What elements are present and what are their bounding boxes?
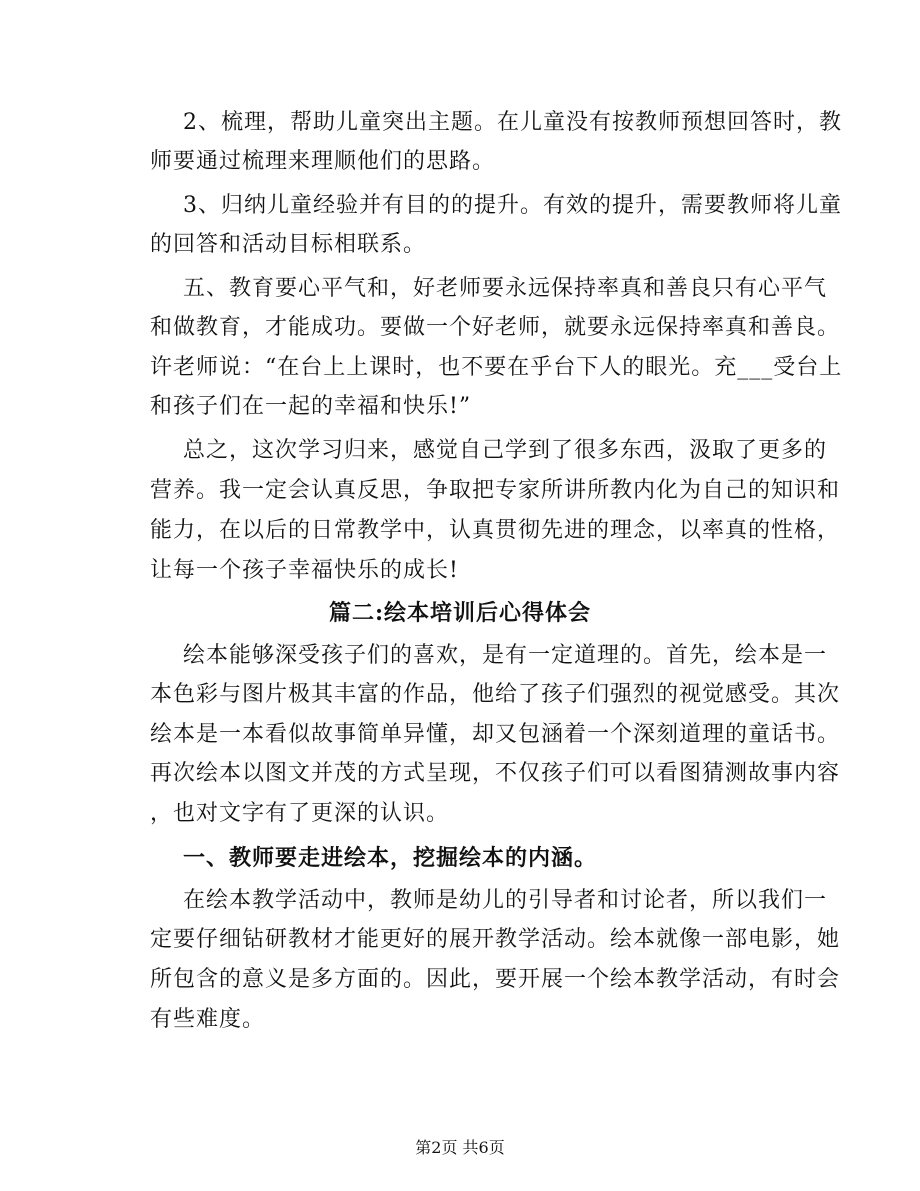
paragraph-line: 所包含的意义是多方面的。因此，要开展一个绘本教学活动，有时会 [150, 967, 841, 992]
paragraph-line: 让每一个孩子幸福快乐的成长! [150, 558, 459, 583]
paragraph-line: 能力，在以后的日常教学中，认真贯彻先进的理念，以率真的性格， [150, 518, 841, 543]
paragraph-line: 五、教育要心平气和，好老师要永远保持率真和善良只有心平气 [183, 276, 828, 301]
paragraph-line: 2、梳理，帮助儿童突出主题。在儿童没有按教师预想回答时，教 [183, 110, 842, 135]
paragraph-line: 绘本是一本看似故事简单异懂，却又包涵着一个深刻道理的童话书。 [150, 722, 841, 747]
paragraph-line: 和孩子们在一起的幸福和快乐!” [150, 394, 472, 419]
paragraph-line: 师要通过梳理来理顺他们的思路。 [150, 149, 496, 174]
paragraph-line: 在绘本教学活动中，教师是幼儿的引导者和讨论者，所以我们一 [183, 888, 828, 913]
section-heading: 篇二:绘本培训后心得体会 [328, 600, 592, 626]
paragraph-line: 营养。我一定会认真反思，争取把专家所讲所教内化为自己的知识和 [150, 478, 841, 503]
paragraph-line: 本色彩与图片极其丰富的作品，他给了孩子们强烈的视觉感受。其次 [150, 682, 841, 707]
paragraph-line: ，也对文字有了更深的认识。 [150, 801, 450, 826]
paragraph-line: 再次绘本以图文并茂的方式呈现，不仅孩子们可以看图猜测故事内容 [150, 761, 841, 786]
paragraph-line: 3、归纳儿童经验并有目的的提升。有效的提升，需要教师将儿童 [183, 193, 842, 218]
paragraph-line: 总之，这次学习归来，感觉自己学到了很多东西，汲取了更多的 [183, 438, 828, 463]
paragraph-line: 的回答和活动目标相联系。 [150, 232, 427, 257]
paragraph-line: 有些难度。 [150, 1007, 266, 1032]
paragraph-line: 定要仔细钻研教材才能更好的展开教学活动。绘本就像一部电影，她 [150, 927, 841, 952]
paragraph-line: 许老师说：“在台上上课时，也不要在乎台下人的眼光。充___受台上 [150, 355, 843, 380]
paragraph-line: 绘本能够深受孩子们的喜欢，是有一定道理的。首先，绘本是一 [183, 643, 828, 668]
page-number-footer: 第2页 共6页 [415, 1138, 505, 1157]
subsection-heading: 一、教师要走进绘本，挖掘绘本的内涵。 [183, 845, 598, 871]
paragraph-line: 和做教育，才能成功。要做一个好老师，就要永远保持率真和善良。 [150, 315, 841, 340]
